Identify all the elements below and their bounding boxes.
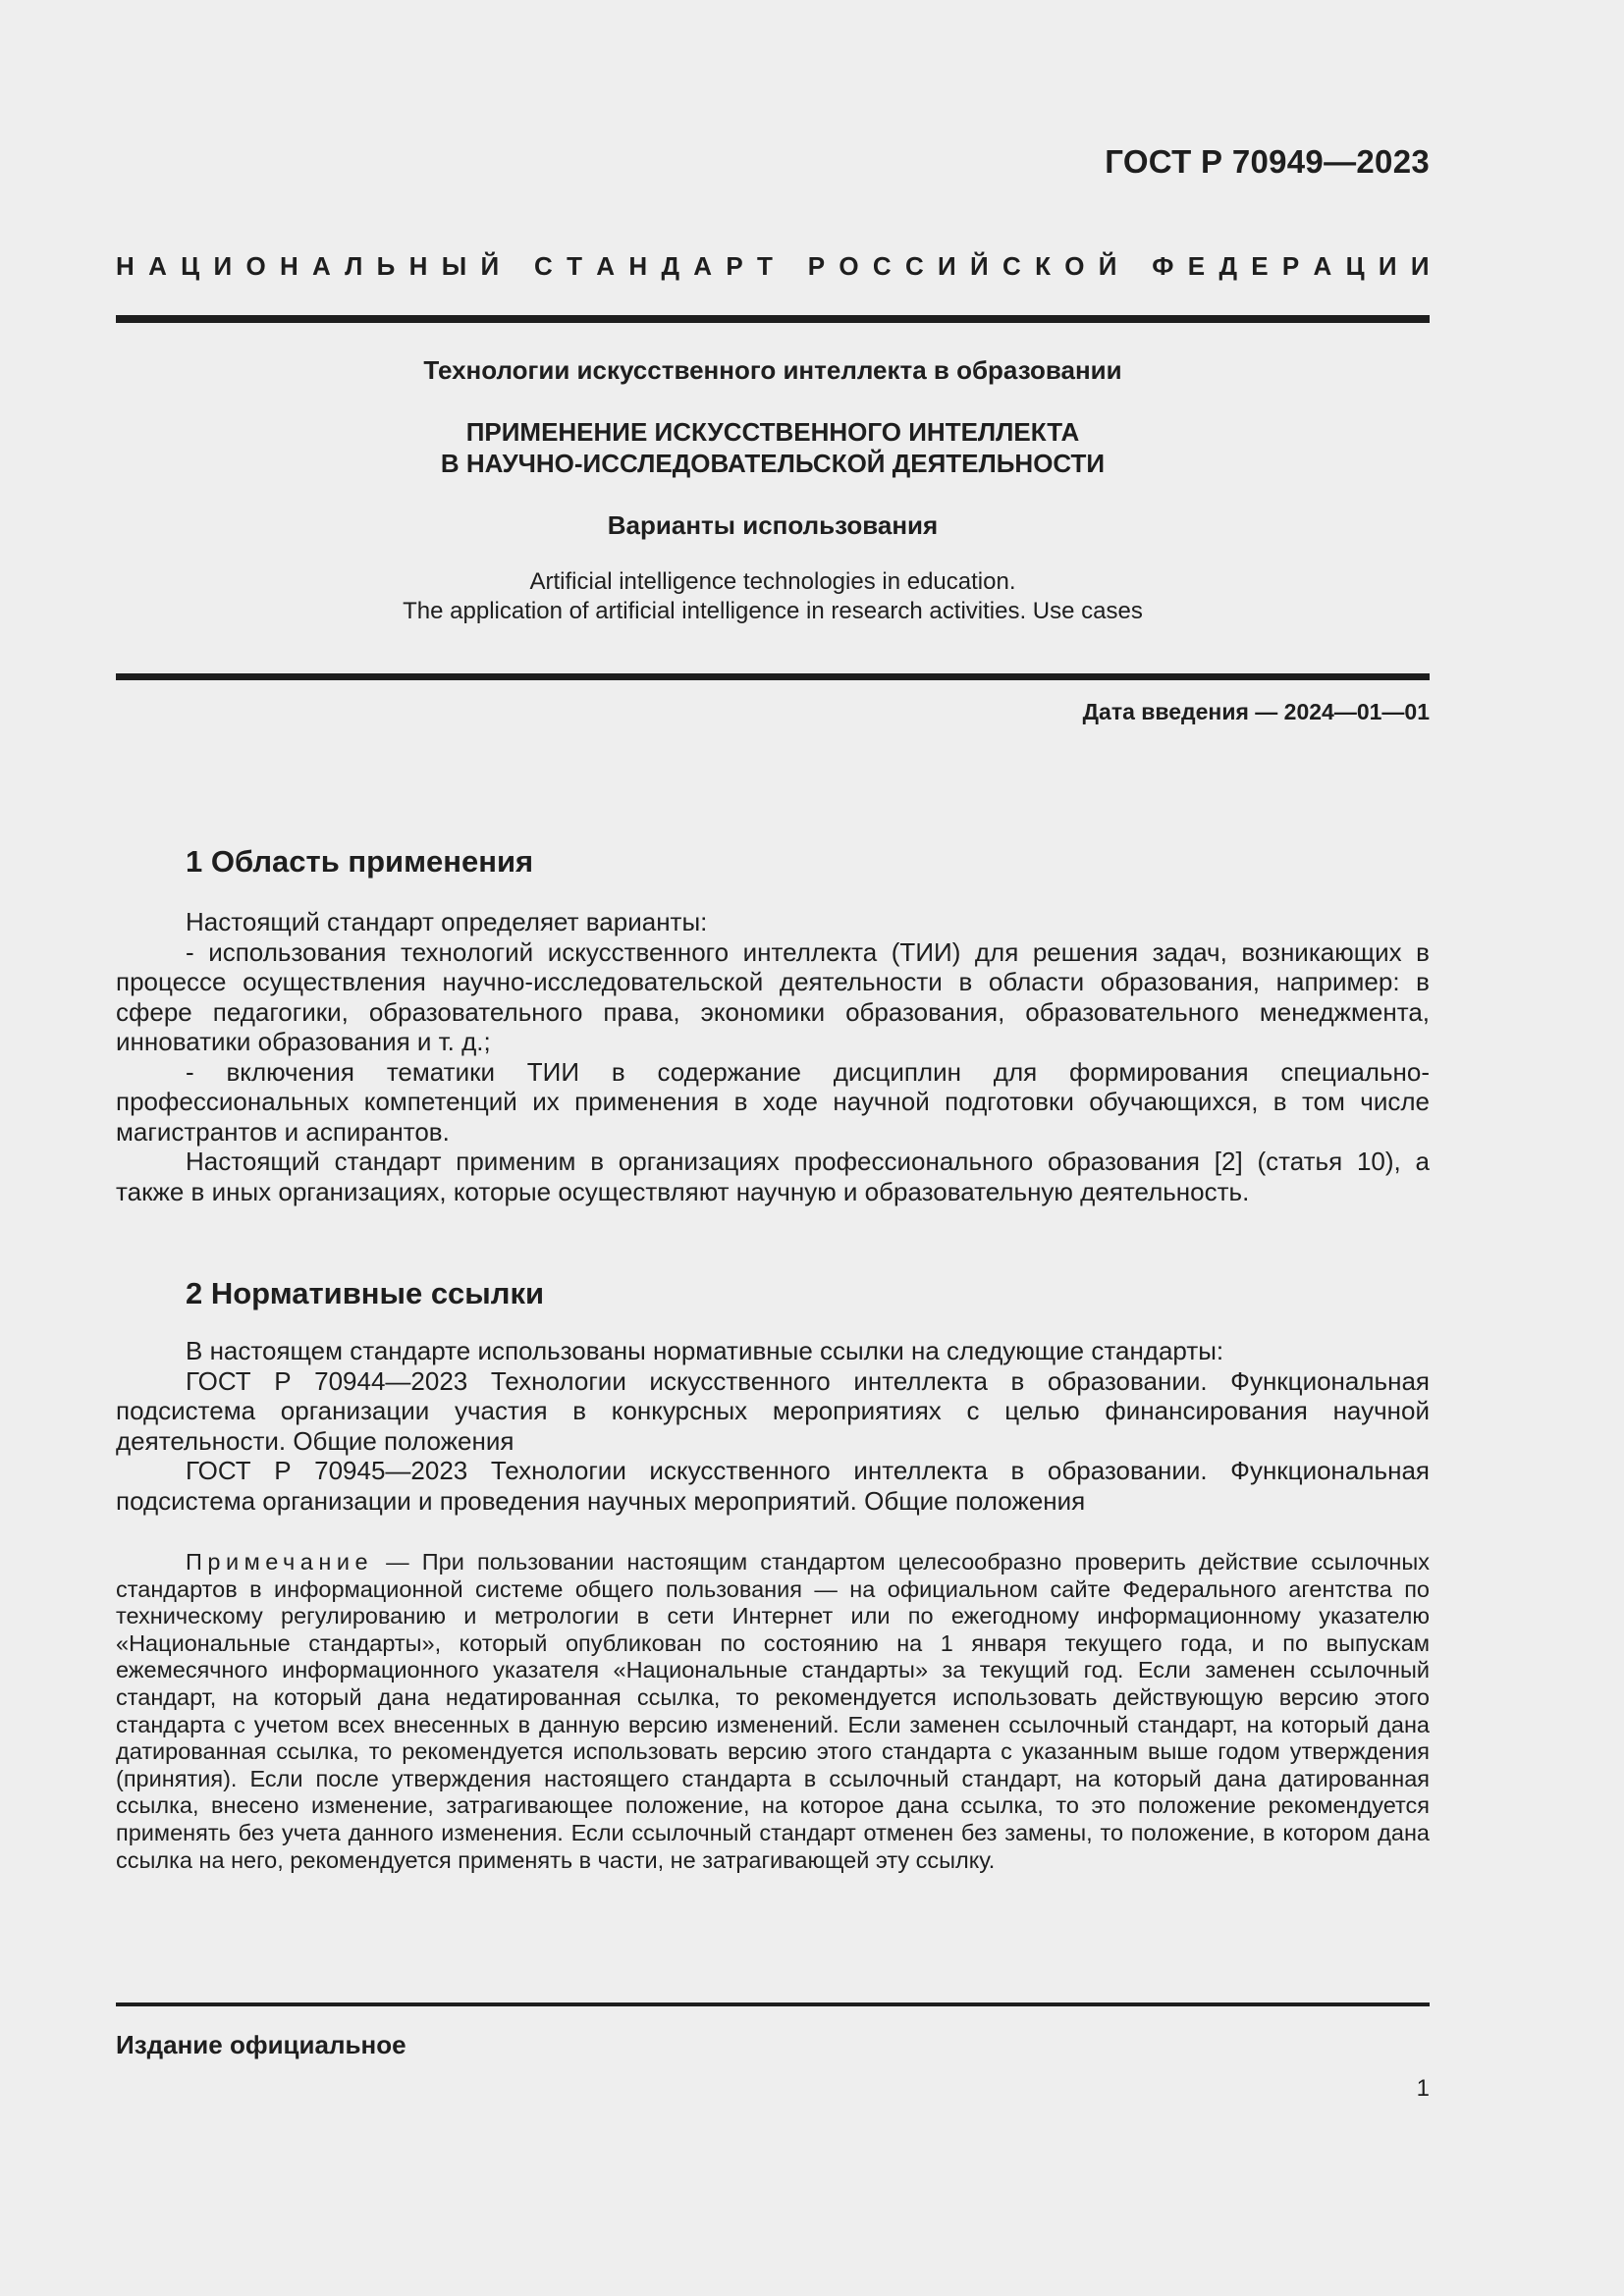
section-1-body xyxy=(116,907,1430,1206)
national-standard-letter: Н xyxy=(279,251,298,281)
national-standard-letter: Р xyxy=(726,251,743,281)
national-standard-letter: С xyxy=(1002,251,1021,281)
national-standard-letter: А xyxy=(596,251,616,281)
national-standard-letter: А xyxy=(1313,251,1332,281)
national-standard-letter: А xyxy=(693,251,713,281)
national-standard-letter: Ц xyxy=(1345,251,1365,281)
national-standard-letter: Ф xyxy=(1152,251,1174,281)
section-1-paragraph: Настоящий стандарт определяет варианты: xyxy=(186,907,708,936)
footer-rule xyxy=(116,2002,1430,2006)
english-title-line2: The application of artificial intelligence in research activities. Use cases xyxy=(403,598,1143,624)
english-title xyxy=(116,567,1430,626)
national-standard-letter xyxy=(786,251,793,282)
subtitle: Варианты использования xyxy=(607,510,939,540)
official-edition-label: Издание официальное xyxy=(116,2030,406,2059)
section-1-heading: 1 Область применения xyxy=(186,844,534,879)
national-standard-letter: Е xyxy=(1251,251,1269,281)
page-number: 1 xyxy=(1416,2075,1430,2102)
national-standard-letter xyxy=(1131,251,1138,282)
national-standard-letter: Ц xyxy=(181,251,200,281)
national-standard-banner xyxy=(116,251,1430,282)
document-code: ГОСТ Р 70949—2023 xyxy=(1105,143,1430,180)
national-standard-letter: С xyxy=(872,251,892,281)
national-standard-letter: Р xyxy=(807,251,826,281)
english-title-line1: Artificial intelligence technologies in education. xyxy=(529,568,1016,595)
national-standard-letter: К xyxy=(1035,251,1051,281)
introduction-date: Дата введения — 2024—01—01 xyxy=(1082,699,1430,724)
national-standard-letter: О xyxy=(1064,251,1085,281)
section-2-body xyxy=(116,1336,1430,1516)
section-1-paragraph: Настоящий стандарт применим в организациях профессионального образования [2] (статья 10), а также в иных организациях, которые осуществляют научную и образовательную деятельность. xyxy=(116,1147,1430,1206)
national-standard-letter: Н xyxy=(408,251,428,281)
national-standard-letter: Й xyxy=(1098,251,1117,281)
national-standard-letter: О xyxy=(839,251,859,281)
national-standard-letter: Й xyxy=(970,251,989,281)
title-block xyxy=(116,353,1430,626)
national-standard-letter: А xyxy=(148,251,167,281)
national-standard-letter: Р xyxy=(1281,251,1300,281)
national-standard-letter: О xyxy=(245,251,266,281)
main-title-line1: ПРИМЕНЕНИЕ ИСКУССТВЕННОГО ИНТЕЛЛЕКТА xyxy=(465,417,1080,447)
note-paragraph xyxy=(116,1549,1430,1874)
national-standard-letter: Л xyxy=(345,251,363,281)
national-standard-letter: С xyxy=(904,251,924,281)
national-standard-letter: Е xyxy=(1187,251,1206,281)
national-standard-letter: Н xyxy=(628,251,648,281)
section-2-paragraph: В настоящем стандарте использованы нормативные ссылки на следующие стандарты: xyxy=(186,1336,1224,1365)
national-standard-letter: Н xyxy=(116,251,135,281)
main-title-line2: В НАУЧНО-ИССЛЕДОВАТЕЛЬСКОЙ ДЕЯТЕЛЬНОСТИ xyxy=(440,449,1106,478)
national-standard-letter: Т xyxy=(756,251,773,281)
section-2-heading: 2 Нормативные ссылки xyxy=(186,1276,545,1310)
national-standard-letter: И xyxy=(1378,251,1397,281)
top-rule xyxy=(116,315,1430,323)
national-standard-letter xyxy=(513,251,519,282)
document-page xyxy=(116,0,1430,2296)
national-standard-letter: С xyxy=(534,251,553,281)
national-standard-letter: Д xyxy=(1218,251,1237,281)
section-1-list-item: - включения тематики ТИИ в содержание дисциплин для формирования специально-профессиональных компетенций их применения в ходе научной подготовки обучающихся, в том числе магистрантов и аспирантов. xyxy=(116,1056,1430,1147)
series-title: Технологии искусственного интеллекта в образовании xyxy=(423,355,1122,385)
national-standard-letter: Й xyxy=(480,251,500,281)
title-bottom-rule xyxy=(116,673,1430,680)
national-standard-letter: Т xyxy=(567,251,582,281)
main-title xyxy=(116,416,1430,479)
national-standard-letter: И xyxy=(938,251,956,281)
national-standard-letter: Ы xyxy=(441,251,467,281)
national-standard-letter: Ь xyxy=(376,251,396,281)
normative-reference: ГОСТ Р 70944—2023 Технологии искусственного интеллекта в образовании. Функциональная подсистема организации участия в конкурсных мероприятиях с целью финансирования научной деятельности. Общие положения xyxy=(116,1365,1430,1456)
section-1-list-item: - использования технологий искусственного интеллекта (ТИИ) для решения задач, возникающих в процессе осуществления научно-исследовательской деятельности в области образования, например: в сфере педагогики, образовательного права, экономики образования, образовательного менеджмента, инноватики образования и т. д.; xyxy=(116,936,1430,1056)
note-text: — При пользовании настоящим стандартом целесообразно проверить действие ссылочных стандартов в информационной системе общего пользования — на официальном сайте Федерального агентства по техническому регулированию и метрологии в сети Интернет или по ежегодному информационному указателю «Национальные стандарты», который опубликован по состоянию на 1 января текущего года, и по выпускам ежемесячного информационного указателя «Национальные стандарты» за текущий год. Если заменен ссылочный стандарт, на который дана недатированная ссылка, то рекомендуется использовать действующую версию этого стандарта с учетом всех внесенных в данную версию изменений. Если заменен ссылочный стандарт, на который дана датированная ссылка, то рекомендуется использовать версию этого стандарта с указанным выше годом утверждения (принятия). Если после утверждения настоящего стандарта в ссылочный стандарт, на который дана датированная ссылка, внесено изменение, затрагивающее положение, на которое дана ссылка, то это положение рекомендуется применять без учета данного изменения. Если ссылочный стандарт отменен без замены, то положение, в котором дана ссылка на него, рекомендуется применять в части, не затрагивающей эту ссылку. xyxy=(116,1549,1430,1873)
national-standard-letter: А xyxy=(312,251,331,281)
national-standard-letter: И xyxy=(1410,251,1430,281)
note-label: Примечание xyxy=(186,1549,374,1575)
national-standard-letter: Д xyxy=(661,251,679,281)
normative-reference: ГОСТ Р 70945—2023 Технологии искусственного интеллекта в образовании. Функциональная подсистема организации и проведения научных мероприятий. Общие положения xyxy=(116,1456,1430,1516)
note-block xyxy=(116,1549,1430,1874)
national-standard-letter: И xyxy=(213,251,233,281)
